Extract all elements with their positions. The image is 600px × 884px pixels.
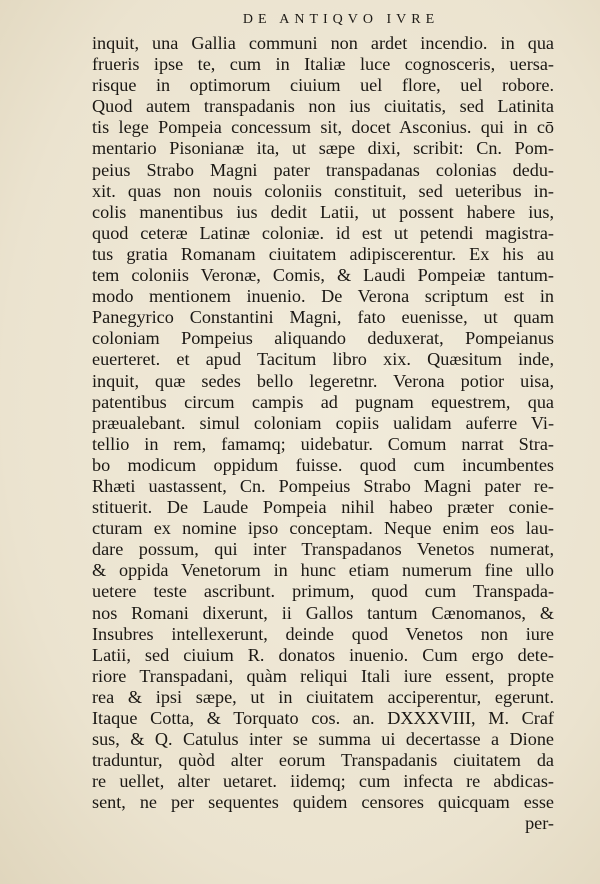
text-line: modo mentionem inuenio. De Verona scriptum est in <box>92 286 554 307</box>
text-line: colis manentibus ius dedit Latii, ut possent habere ius, <box>92 201 554 222</box>
text-line: tellio in rem, famamq; uidebatur. Comum narrat Stra- <box>92 433 554 454</box>
text-line: traduntur, quòd alter eorum Transpadanis ciuitatem da <box>92 750 554 771</box>
text-line: dare possum, qui inter Transpadanos Venetos numerat, <box>92 539 554 560</box>
text-line: inquit, quæ sedes bello legeretnr. Verona potior uisa, <box>92 370 554 391</box>
text-line: inquit, una Gallia communi non ardet incendio. in qua <box>92 33 554 53</box>
text-line: stituerit. De Laude Pompeia nihil habeo præter conie- <box>92 497 554 518</box>
text-line: nos Romani dixerunt, ii Gallos tantum Cænomanos, & <box>92 602 554 623</box>
text-line: euerteret. et apud Tacitum libro xix. Quæsitum inde, <box>92 349 554 370</box>
text-line: Itaque Cotta, & Torquato cos. an. DXXXVIII, M. Craf <box>92 708 554 728</box>
text-line: uetere teste ascribunt. primum, quod cum Transpada- <box>92 581 554 602</box>
text-line: coloniam Pompeius aliquando deduxerat, Pompeianus <box>92 328 554 349</box>
text-line: re uellet, alter uetaret. iidemq; cum infecta re abdicas- <box>92 771 554 792</box>
text-line: quod ceteræ Latinæ coloniæ. id est ut petendi magistra- <box>92 222 554 243</box>
body-text <box>92 33 554 835</box>
text-line: Insubres intellexerunt, deinde quod Venetos non iure <box>92 623 554 644</box>
text-line: Quod autem transpadanis non ius ciuitatis, sed Latinita <box>92 96 554 117</box>
text-line: per- <box>525 813 554 834</box>
text-line: patentibus circum campis ad pugnam equestrem, qua <box>92 391 554 412</box>
text-line: rea & ipsi sæpe, ut in ciuitatem acciperentur, egerunt. <box>92 686 554 707</box>
text-line: sent, ne per sequentes quidem censores quicquam esse <box>92 792 554 813</box>
text-line: risque in optimorum ciuium uel flore, uel robore. <box>92 75 554 96</box>
text-line: sus, & Q. Catulus inter se summa ui decertasse a Dione <box>92 729 554 750</box>
text-line: peius Strabo Magni pater transpadanas colonias dedu- <box>92 159 554 180</box>
text-line: cturam ex nomine ipso conceptam. Neque enim eos lau- <box>92 518 554 539</box>
text-line: Rhæti uastassent, Cn. Pompeius Strabo Magni pater re- <box>92 475 554 496</box>
text-line: Latii, sed ciuium R. donatos inuenio. Cum ergo dete- <box>92 644 554 665</box>
text-line: bo modicum oppidum fuisse. quod cum incumbentes <box>92 454 554 475</box>
text-line: riore Transpadani, quàm reliqui Itali iure essent, propte <box>92 665 554 686</box>
text-line: tis lege Pompeia concessum sit, docet Asconius. qui in cō <box>92 117 554 138</box>
text-line: præualebant. simul coloniam copiis ualidam auferre Vi- <box>92 412 554 433</box>
text-line: tus gratia Romanam ciuitatem adipiscerentur. Ex his au <box>92 243 554 264</box>
running-head: DE ANTIQVO IVRE <box>242 12 440 27</box>
text-line: frueris ipse te, cum in Italiæ luce cognosceris, uersa- <box>92 54 554 75</box>
text-line: & oppida Venetorum in hunc etiam numerum fine ullo <box>92 560 554 581</box>
text-line: Panegyrico Constantini Magni, fato euenisse, ut quam <box>92 307 554 328</box>
text-line: xit. quas non nouis coloniis constituit, sed ueteribus in- <box>92 180 554 201</box>
text-line: mentario Pisonianæ ita, ut sæpe dixi, scribit: Cn. Pom- <box>92 138 554 159</box>
text-line: tem coloniis Veronæ, Comis, & Laudi Pompeiæ tantum- <box>92 265 554 286</box>
